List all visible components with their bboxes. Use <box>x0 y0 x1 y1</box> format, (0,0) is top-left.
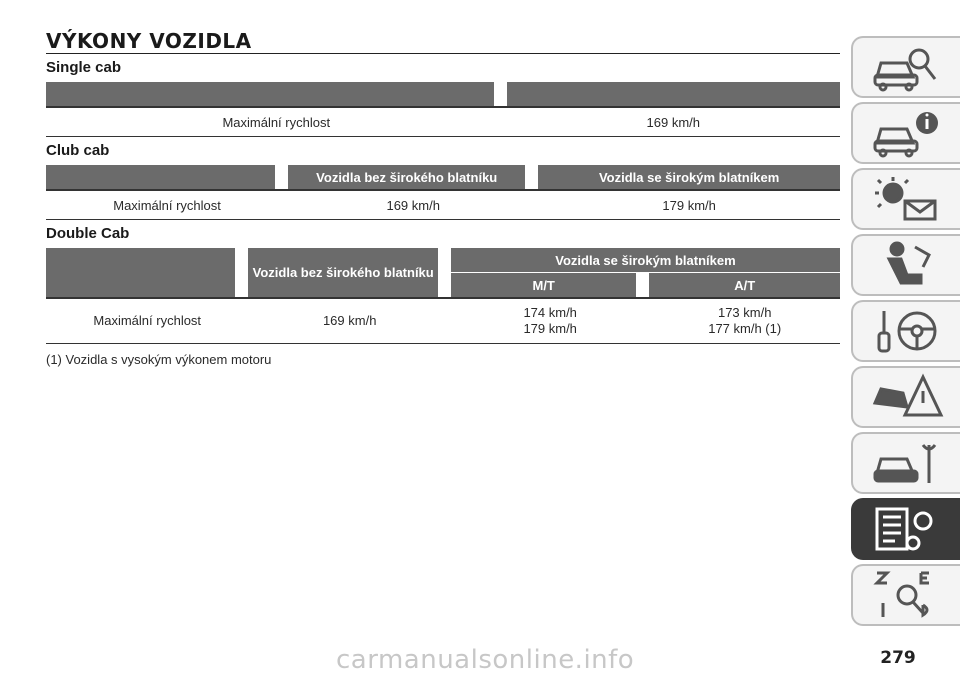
column-header-manual: M/T <box>451 272 650 297</box>
club-cab-table <box>46 165 840 220</box>
table-header-cell <box>46 165 288 189</box>
tab-seat-airbag[interactable] <box>851 234 960 296</box>
title-divider <box>46 53 840 54</box>
column-header-no-wide-fender: Vozidla bez širokého blatníku <box>248 248 450 297</box>
column-header-automatic: A/T <box>649 272 840 297</box>
max-speed-automatic-cell <box>649 297 840 344</box>
club-cab-title: Club cab <box>46 142 110 159</box>
max-speed-value: 177 km/h (1) <box>708 321 782 336</box>
single-cab-title: Single cab <box>46 59 122 76</box>
tab-car-info[interactable] <box>851 102 960 164</box>
max-speed-value: 169 km/h <box>507 106 840 137</box>
page-number: 279 <box>880 648 916 668</box>
tab-key-steering[interactable] <box>851 300 960 362</box>
max-speed-value: 174 km/h <box>523 305 577 320</box>
page-content <box>46 30 840 367</box>
table-row <box>46 106 840 137</box>
tab-car-crash-warning[interactable] <box>851 366 960 428</box>
tab-dashboard-lights[interactable] <box>851 168 960 230</box>
tab-specs[interactable] <box>851 498 960 560</box>
table-header-row <box>46 165 840 189</box>
table-header-row <box>46 82 840 106</box>
table-header-row <box>46 248 840 272</box>
tab-car-search[interactable] <box>851 36 960 98</box>
single-cab-table <box>46 82 840 137</box>
column-header-wide-fender: Vozidla se širokým blatníkem <box>451 248 840 272</box>
tab-alphabetical-index[interactable] <box>851 564 960 626</box>
key-steering-wheel-icon <box>867 303 947 359</box>
double-cab-table <box>46 248 840 344</box>
row-label: Maximální rychlost <box>46 297 248 344</box>
max-speed-value: 179 km/h <box>538 189 840 220</box>
row-label: Maximální rychlost <box>46 106 507 137</box>
watermark: carmanualsonline.info <box>336 645 635 675</box>
table-header-cell <box>46 82 507 106</box>
row-label: Maximální rychlost <box>46 189 288 220</box>
specs-gear-icon <box>867 501 947 557</box>
max-speed-value: 179 km/h <box>523 321 577 336</box>
car-wrench-icon <box>867 435 947 491</box>
car-crash-warning-icon <box>867 369 947 425</box>
max-speed-value: 169 km/h <box>288 189 538 220</box>
footnote: (1) Vozidla s vysokým výkonem motoru <box>46 352 272 367</box>
alphabetical-index-icon <box>867 567 947 623</box>
table-header-cell <box>507 82 840 106</box>
tab-car-wrench[interactable] <box>851 432 960 494</box>
car-info-icon <box>867 105 947 161</box>
chapter-tabs <box>851 36 960 630</box>
double-cab-title: Double Cab <box>46 225 130 242</box>
column-header-no-wide-fender: Vozidla bez širokého blatníku <box>288 165 538 189</box>
table-header-cell <box>46 248 248 297</box>
page-title: VÝKONY VOZIDLA <box>46 29 252 53</box>
max-speed-manual-cell <box>451 297 650 344</box>
max-speed-value: 173 km/h <box>717 305 772 320</box>
column-header-wide-fender: Vozidla se širokým blatníkem <box>538 165 840 189</box>
seat-airbag-icon <box>867 237 947 293</box>
table-row <box>46 297 840 344</box>
max-speed-value: 169 km/h <box>248 297 450 344</box>
car-search-icon <box>867 39 947 95</box>
table-row <box>46 189 840 220</box>
dashboard-lights-icon <box>867 171 947 227</box>
